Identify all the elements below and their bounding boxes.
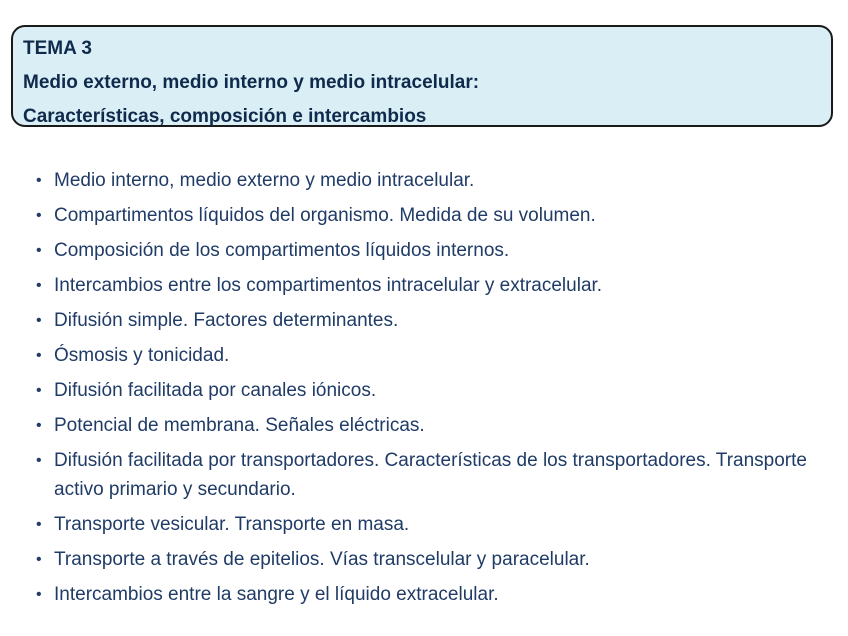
bullet-icon: • (36, 242, 42, 259)
bullet-icon: • (36, 382, 42, 399)
tema-subtitle: Características, composición e intercambios (23, 106, 427, 127)
bullet-icon: • (36, 207, 42, 224)
list-item: • Intercambios entre los compartimentos intracelular y extracelular. (36, 271, 826, 300)
bullet-icon: • (36, 452, 42, 469)
list-item: • Compartimentos líquidos del organismo. Medida de su volumen. (36, 201, 826, 230)
tema-number: TEMA 3 (23, 38, 92, 59)
bullet-icon: • (36, 516, 42, 533)
topic-list (36, 166, 826, 615)
bullet-icon: • (36, 172, 42, 189)
title-box (11, 25, 833, 127)
bullet-icon: • (36, 277, 42, 294)
bullet-icon: • (36, 551, 42, 568)
list-item: • Ósmosis y tonicidad. (36, 341, 826, 370)
bullet-icon: • (36, 347, 42, 364)
list-item: • Potencial de membrana. Señales eléctricas. (36, 411, 826, 440)
bullet-icon: • (36, 417, 42, 434)
tema-title: Medio externo, medio interno y medio intracelular: (23, 72, 480, 93)
list-item: • Difusión facilitada por canales iónicos. (36, 376, 826, 405)
list-item: • Transporte a través de epitelios. Vías transcelular y paracelular. (36, 545, 826, 574)
list-item: • Difusión facilitada por transportadores. Características de los transportadores. Transporte activo primario y secundario. (36, 446, 826, 504)
list-item: • Transporte vesicular. Transporte en masa. (36, 510, 826, 539)
list-item: • Medio interno, medio externo y medio intracelular. (36, 166, 826, 195)
list-item: • Composición de los compartimentos líquidos internos. (36, 236, 826, 265)
bullet-icon: • (36, 586, 42, 603)
list-item: • Difusión simple. Factores determinantes. (36, 306, 826, 335)
list-item: • Intercambios entre la sangre y el líquido extracelular. (36, 580, 826, 609)
bullet-icon: • (36, 312, 42, 329)
